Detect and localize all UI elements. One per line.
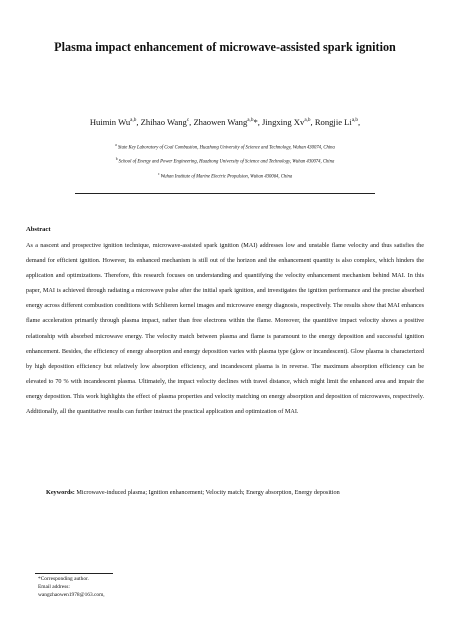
author-affiliation-mark: a,b [351, 117, 359, 124]
author-name: Jingxing Xv [262, 117, 305, 127]
author-name: Huimin Wu [89, 117, 131, 127]
paper-title: Plasma impact enhancement of microwave-assisted spark ignition [54, 40, 396, 54]
corresponding-author-note: *Corresponding author. [38, 576, 89, 582]
affiliation-a [0, 143, 450, 151]
affiliation-mark: b [115, 157, 118, 161]
author-name: Zhihao Wang [140, 117, 187, 127]
author-separator: , [136, 117, 141, 127]
author-affiliation-mark: c [186, 117, 190, 124]
author-separator: , [189, 117, 194, 127]
author-separator: , [358, 117, 361, 127]
email-address: wangzhaowen1978@163.com, [38, 592, 105, 598]
affiliation-text: School of Energy and Power Engineering, Huazhong University of Science and Technology, Wuhan 430074, China [118, 159, 335, 165]
footnote-divider [35, 573, 113, 574]
affiliation-mark: c [157, 172, 160, 176]
author-affiliation-mark: a,b [130, 117, 137, 124]
affiliation-b [0, 157, 450, 165]
author-affiliation-mark: a,b [247, 117, 254, 124]
affiliation-text: Wuhan Institute of Marine Electric Propulsion, Wuhan 430064, China [160, 174, 293, 180]
affiliation-mark: a [115, 143, 117, 147]
abstract-text: As a nascent and prospective ignition technique, microwave-assisted spark ignition (MAI) addresses low and unstable flame velocity and thus satisfies the demand for efficient ignition. However, its enhanced mechanism is still out of the horizon and the enhancement quantity is also complex, which hinders the application and optimizations. Therefore, this research focuses on understanding and quantifying the velocity enhancement mechanism behind MAI. In this paper, MAI is achieved through radiating a microwave pulse after the initial spark ignition, and investigates the ignition performance and the precise absorbed energy across different combustion conditions with Schlieren kernel images and microwave energy diagnosis, respectively. The results show that MAI enhances flame acceleration primarily through plasma impact, rather than free electrons within the flame. Moreover, the quantitive impact velocity shows a positive relationship with absorbed microwave energy. The velocity match between plasma and flame is paramount to the energy deposition and successful ignition enhancement. Besides, the efficiency of energy absorption and energy deposition varies with plasma type (glow or incandescent). Glow plasma is characterized by high deposition efficiency but relatively low absorption efficiency, and incandescent plasma is in reverse. The maximum absorption efficiency can be elevated to 70 % with incandescent plasma. Ultimately, the impact velocity declines with travel distance, which might limit the enhanced area and impair the energy deposition. This work highlights the effect of plasma properties and velocity matching on energy absorption and deposition of microwaves, respectively. Additionally, all the quantitative results can further instruct the practical application and optimization of MAI. [26, 242, 424, 416]
author-list [0, 117, 450, 127]
abstract-heading: Abstract [26, 226, 51, 233]
affiliation-text: State Key Laboratory of Coal Combustion, Huazhong University of Science and Technology, Wuhan 430074, China [117, 145, 335, 151]
author-name: Rongjie Li [314, 117, 352, 127]
keywords-text: Microwave-induced plasma; Ignition enhancement; Velocity match; Energy absorption, Energy deposition [76, 489, 340, 496]
author-separator: , [310, 117, 315, 127]
author-separator: *, [253, 117, 263, 127]
keywords-label: Keywords: [46, 489, 75, 496]
affiliation-c [0, 172, 450, 180]
email-label: Email address: [38, 584, 70, 590]
keywords [46, 489, 426, 496]
author-affiliation-mark: a,b [304, 117, 311, 124]
author-name: Zhaowen Wang [193, 117, 248, 127]
header-divider [75, 193, 375, 194]
